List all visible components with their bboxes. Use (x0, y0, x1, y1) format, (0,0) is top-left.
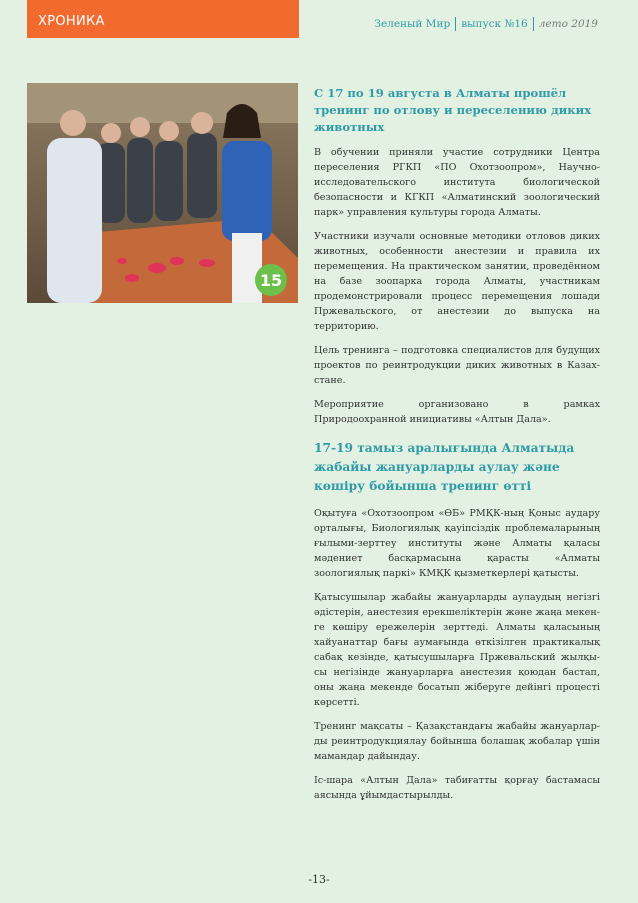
article-ru-paragraph: В обучении приняли участие сотрудники Центра переселения РГКП «ПО Охотзоопром», Научно-исследовательского института биологической безопасности и КГКП «Алматинский зоологический парк» управления культуры города Алматы. (314, 147, 600, 218)
issue-number: выпуск №16 (461, 18, 528, 30)
article-kz-paragraph: Қатысушылар жабайы жануарларды аулаудың негізгі әдістерін, анестезия ерекшеліктерін және жаңа мекенге көшіру ережелерін зерттеді. Алматы қаласының хайуанаттар бағы аумағында өткізілген практикалық сабақ кезінде, қатысушыларға Пржевальский жылқысы негізінде жануарларға анестезия қоюдан бастап, оны жаңа мекенде босатып жіберуге дейінгі процесті көрсетті. (314, 592, 600, 708)
issue-season: лето 2019 (538, 18, 598, 30)
magazine-name: Зеленый Мир (374, 18, 451, 30)
article-ru-paragraph: Участники изучали основные методики отловов диких животных, особенности анестезии и правила их перемещения. На практическом занятии, проведённом на базе зоопарка города Алматы, участникам продемонстрировали процесс перемещения лошади Пржевальского, от анестезии до выпуска на территорию. (314, 231, 600, 332)
article-kz-paragraph: Тренинг мақсаты – Қазақстандағы жабайы жануарларды реинтродукциялау бойынша болашақ жобалар үшін мамандар дайындау. (314, 721, 600, 762)
article-column (314, 85, 600, 812)
article-kz-paragraph: Іс-шара «Алтын Дала» табиғатты қорғау бастамасы аясында ұйымдастырылды. (314, 775, 600, 801)
divider (455, 17, 456, 31)
issue-info (374, 17, 598, 31)
page-number: -13- (308, 873, 330, 886)
article-ru-paragraph: Мероприятие организовано в рамках Природоохранной инициативы «Алтын Дала». (314, 399, 600, 425)
article-kz-title: 17-19 тамыз аралығында Алматыда жабайы жануарларды аулау және көшіру бойынша тренинг өтті (314, 441, 575, 493)
article-kz-paragraph: Оқытуға «Охотзоопром «ӨБ» РМҚК-ның Қоныс аудару орталығы, Биологиялық қауіпсіздік проблемаларының ғылыми-зерттеу институты және Алматы қаласы мәдениет басқармасына қарасты «Алматы зоологиялық паркі» КМҚК қызметкерлері қатысты. (314, 508, 600, 579)
divider (533, 17, 534, 31)
page-badge: 15 (255, 264, 287, 296)
article-ru-paragraph: Цель тренинга – подготовка специалистов для будущих проектов по реинтродукции диких животных в Казахстане. (314, 345, 600, 386)
article-ru-title: С 17 по 19 августа в Алматы прошёл тренинг по отлову и переселению диких животных (314, 86, 592, 134)
section-title: ХРОНИКА (38, 14, 105, 29)
